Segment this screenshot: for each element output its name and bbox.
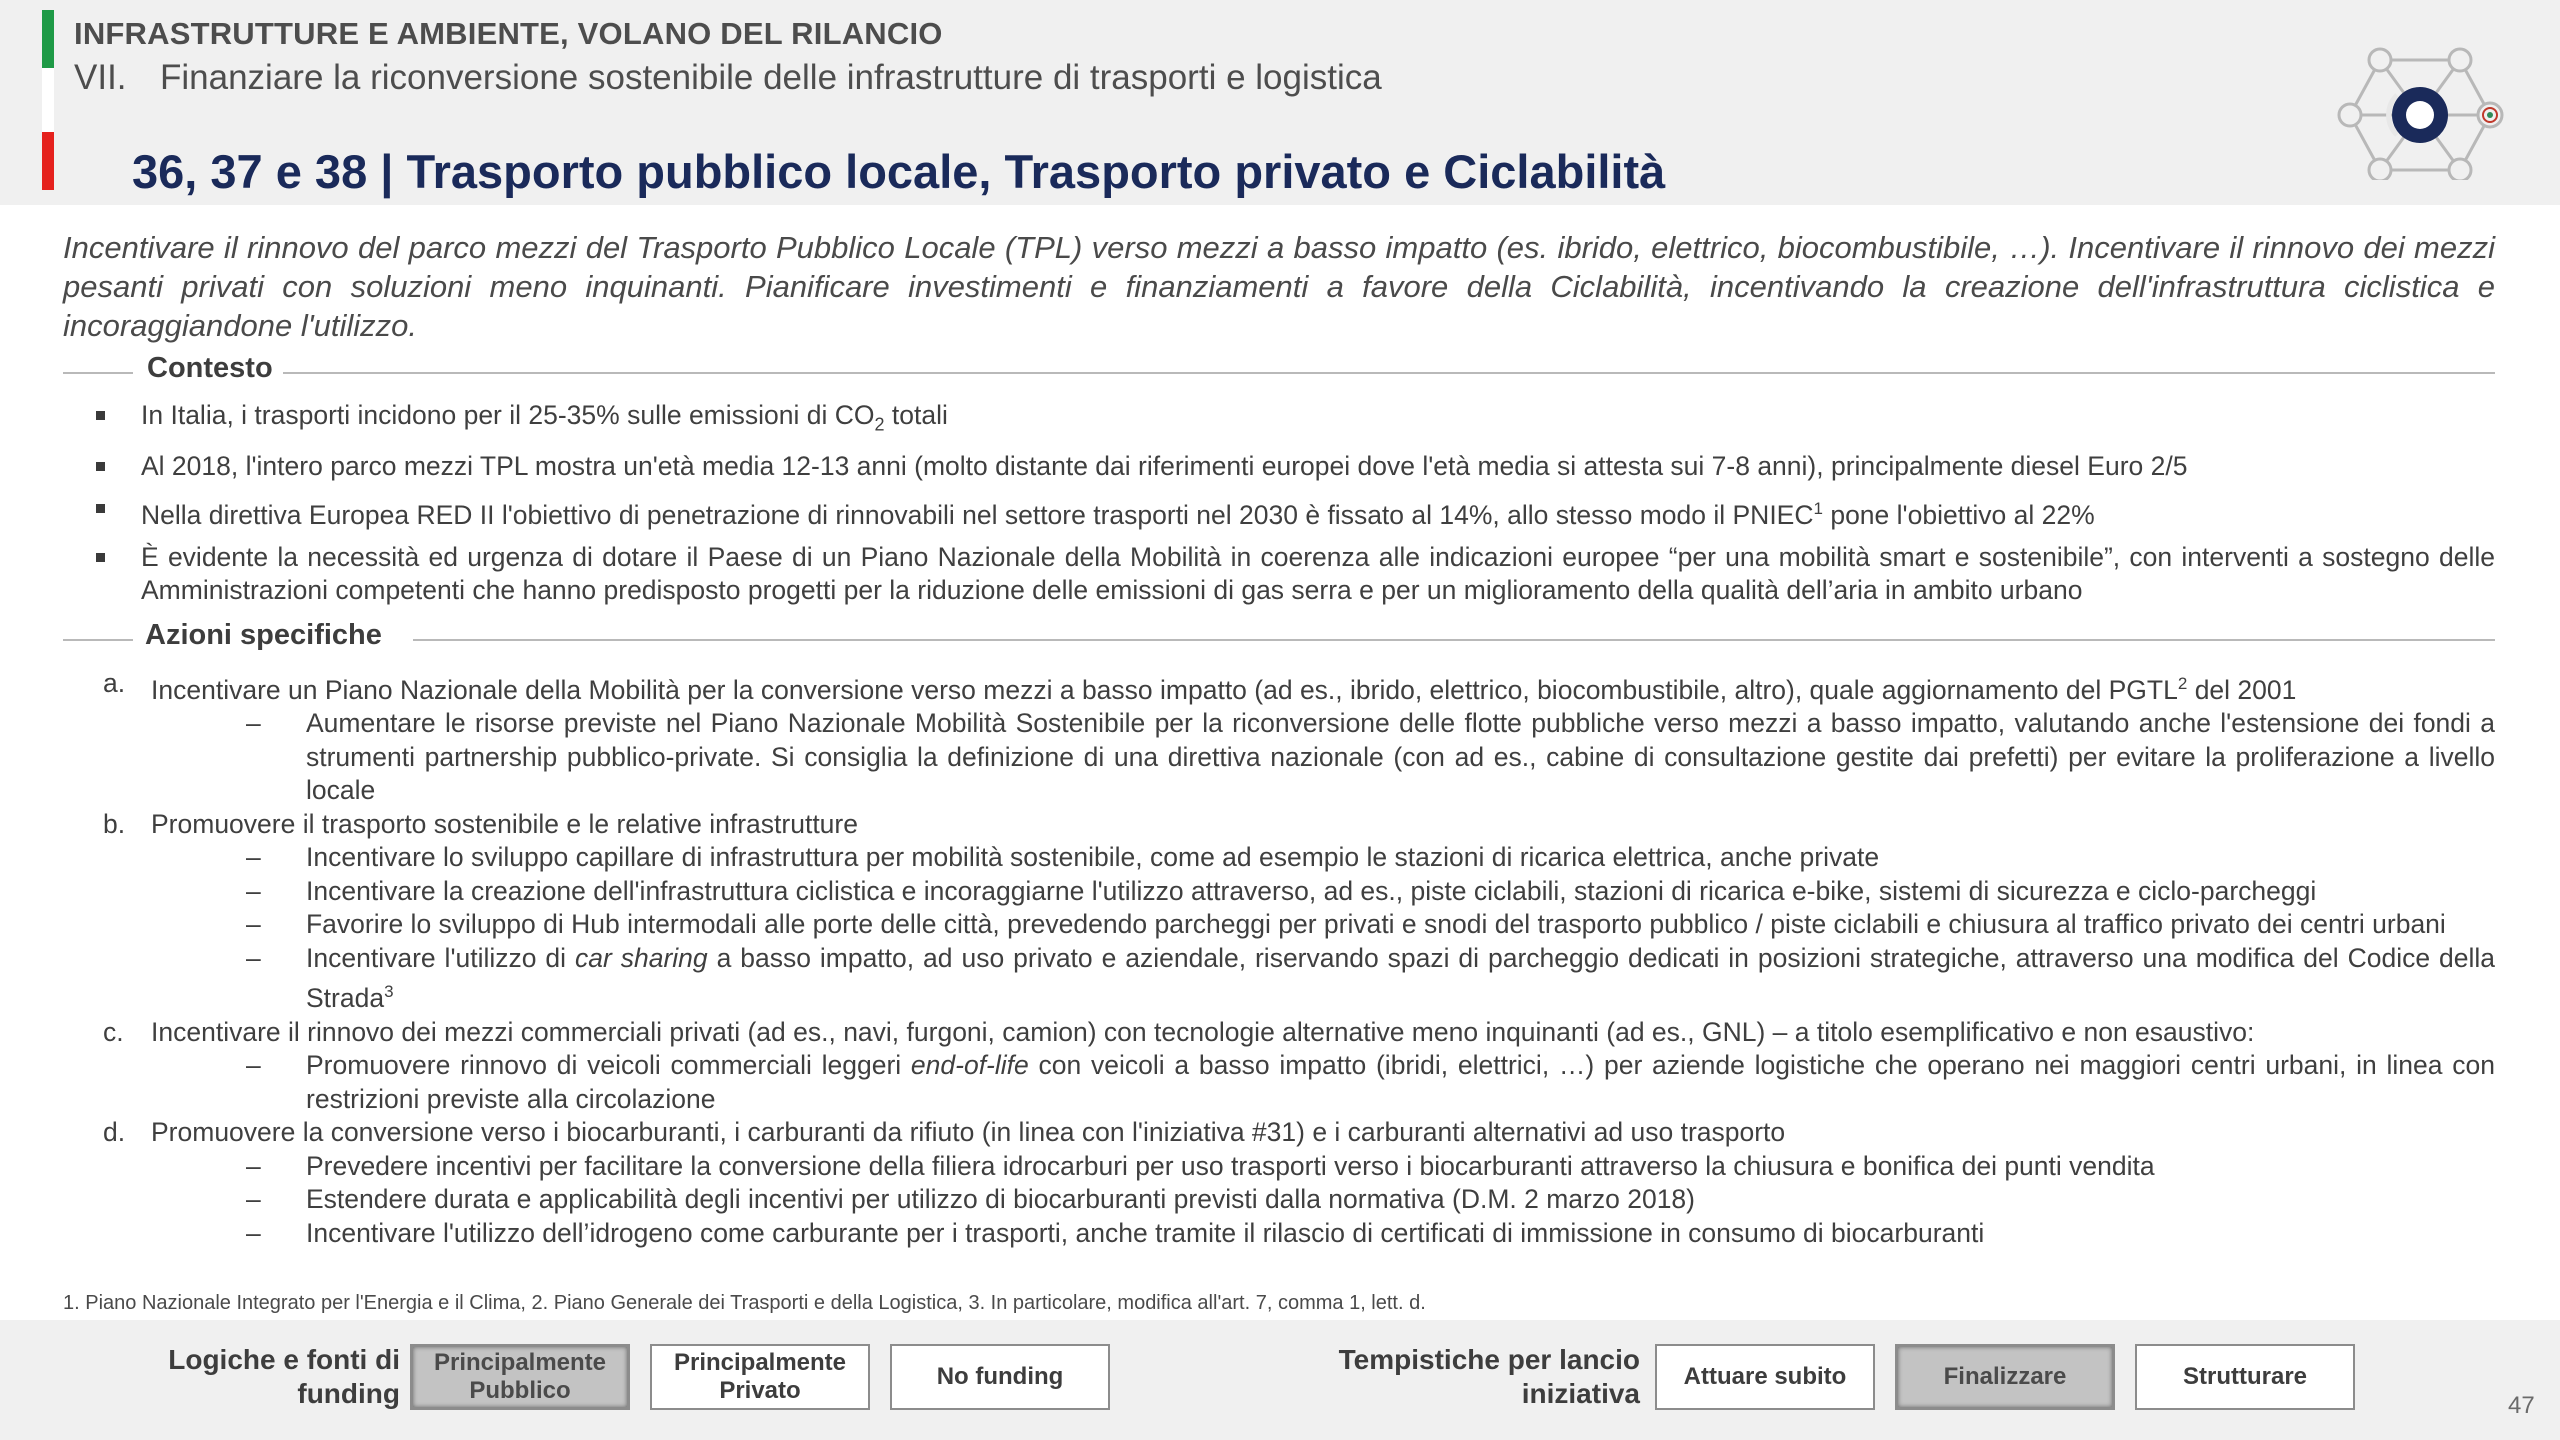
timing-structure-option[interactable]: Strutturare	[2135, 1344, 2355, 1410]
funding-public-option[interactable]: Principalmente Pubblico	[410, 1344, 630, 1410]
flag-green-stripe	[42, 10, 54, 68]
action-subitem: – Incentivare lo sviluppo capillare di infrastruttura per mobilità sostenibile, come ad esempio le stazioni di ricarica elettrica, anche private	[246, 842, 1880, 873]
section-kicker: INFRASTRUTTURE E AMBIENTE, VOLANO DEL RILANCIO	[74, 16, 943, 51]
divider-line	[63, 639, 133, 641]
actions-section-header	[63, 619, 2495, 659]
page-number: 47	[2508, 1392, 2535, 1419]
chapter-title: Finanziare la riconversione sostenibile delle infrastrutture di trasporti e logistica	[160, 58, 1382, 97]
actions-list	[63, 667, 2495, 1250]
action-subitem: – Incentivare la creazione dell'infrastruttura ciclistica e incoraggiarne l'utilizzo attraverso, ad es., piste ciclabili, stazioni di ricarica e-bike, sistemi di sicurezza e ciclo-parcheggi	[246, 875, 2317, 906]
bullet-square-icon	[96, 462, 105, 471]
action-item-b: b. Promuovere il trasporto sostenibile e le relative infrastrutture	[103, 808, 858, 839]
action-item-a: a. Incentivare un Piano Nazionale della Mobilità per la conversione verso mezzi a basso impatto (ad es., ibrido, elettrico, biocombustibile, altro), quale aggiornamento del PGTL$^2$ del 2001	[103, 668, 2297, 705]
action-subitem: – Incentivare l'utilizzo dell’idrogeno come carburante per i trasporti, anche tramite il rilascio di certificati di immissione in consumo di biocarburanti	[246, 1217, 1985, 1248]
timing-finalize-option[interactable]: Finalizzare	[1895, 1344, 2115, 1410]
funding-none-option[interactable]: No funding	[890, 1344, 1110, 1410]
divider-line	[413, 639, 2495, 641]
flag-white-stripe	[42, 68, 54, 132]
action-subitem: – Promuovere rinnovo di veicoli commerciali leggeri end-of-life con veicoli a basso impatto (ibridi, elettrici, …) per aziende logistiche che operano nei maggiori centri urbani, in linea con restrizioni previste alla circolazione	[246, 1050, 2495, 1114]
actions-heading: Azioni specifiche	[145, 619, 382, 651]
page-title: 36, 37 e 38 | Trasporto pubblico locale, Trasporto privato e Ciclabilità	[132, 145, 1666, 198]
chapter-heading	[74, 58, 1382, 98]
divider-line	[63, 372, 133, 374]
context-heading: Contesto	[147, 352, 273, 384]
context-bullet: È evidente la necessità ed urgenza di dotare il Paese di un Piano Nazionale della Mobilità in coerenza alle indicazioni europee “per una mobilità smart e sostenibile”, con interventi a sostegno delle Amministrazioni competenti che hanno predisposto progetti per la riduzione delle emissioni di gas serra e per un miglioramento della qualità dell’aria in ambito urbano	[63, 541, 2495, 607]
header-band	[0, 0, 2560, 205]
action-item-d: d. Promuovere la conversione verso i biocarburanti, i carburanti da rifiuto (in linea con l'iniziativa #31) e i carburanti alternativi ad uso trasporto	[103, 1117, 1786, 1148]
funding-private-option[interactable]: Principalmente Privato	[650, 1344, 870, 1410]
action-subitem: – Favorire lo sviluppo di Hub intermodali alle porte delle città, prevedendo parcheggi per privati e snodi del trasporto pubblico / piste ciclabili e chiusura al traffico privato dei centri urbani	[246, 909, 2446, 940]
bullet-square-icon	[96, 411, 105, 420]
timing-now-option[interactable]: Attuare subito	[1655, 1344, 1875, 1410]
context-bullet: Al 2018, l'intero parco mezzi TPL mostra un'età media 12-13 anni (molto distante dai riferimenti europei dove l'età media si attesta sui 7-8 anni), principalmente diesel Euro 2/5	[63, 450, 2495, 483]
timing-label: Tempistiche per lancio iniziativa	[1338, 1344, 1640, 1409]
bullet-square-icon	[96, 553, 105, 562]
action-subitem: – Aumentare le risorse previste nel Piano Nazionale Mobilità Sostenibile per la riconversione delle flotte pubbliche verso mezzi a basso impatto, valutando anche l'estensione dei fondi a strumenti partnership pubblico-private. Si consiglia la definizione di una direttiva nazionale (con ad es., cabine di consultazione gestite dai prefetti) per evitare la proliferazione a livello locale	[246, 708, 2495, 806]
bullet-square-icon	[96, 504, 105, 513]
action-subitem: – Prevedere incentivi per facilitare la conversione della filiera idrocarburi per uso trasporti verso i biocarburanti attraverso la chiusura e bonifica dei punti vendita	[246, 1150, 2155, 1181]
context-bullet-list	[63, 399, 2495, 616]
funding-label: Logiche e fonti di funding	[168, 1344, 400, 1409]
network-logo-icon	[2330, 40, 2510, 180]
context-bullet: In Italia, i trasporti incidono per il 25-35% sulle emissioni di $CO_2$ totali	[63, 399, 2495, 441]
flag-red-stripe	[42, 132, 54, 190]
divider-line	[283, 372, 2495, 374]
context-section-header	[63, 352, 2495, 392]
intro-paragraph: Incentivare il rinnovo del parco mezzi del Trasporto Pubblico Locale (TPL) verso mezzi a basso impatto (es. ibrido, elettrico, biocombustibile, …). Incentivare il rinnovo dei mezzi pesanti privati con soluzioni meno inquinanti. Pianificare investimenti e finanziamenti a favore della Ciclabilità, incentivando la creazione dell'infrastruttura ciclistica e incoraggiandone l'utilizzo.	[63, 230, 2495, 343]
footnote: 1. Piano Nazionale Integrato per l'Energia e il Clima, 2. Piano Generale dei Trasporti e della Logistica, 3. In particolare, modifica all'art. 7, comma 1, lett. d.	[63, 1292, 1426, 1314]
chapter-number: VII.	[74, 58, 127, 97]
action-item-c: c. Incentivare il rinnovo dei mezzi commerciali privati (ad es., navi, furgoni, camion) con tecnologie alternative meno inquinanti (ad es., GNL) – a titolo esemplificativo e non esaustivo:	[103, 1016, 2255, 1047]
context-bullet: Nella direttiva Europea RED II l'obiettivo di penetrazione di rinnovabili nel settore trasporti nel 2030 è fissato al 14%, allo stesso modo il PNIEC$^1$ pone l'obiettivo al 22%	[63, 492, 2495, 532]
action-subitem: – Estendere durata e applicabilità degli incentivi per utilizzo di biocarburanti previsti dalla normativa (D.M. 2 marzo 2018)	[246, 1184, 1695, 1215]
action-subitem: – Incentivare l'utilizzo di car sharing a basso impatto, ad uso privato e aziendale, riservando spazi di parcheggio dedicati in posizioni strategiche, attraverso una modifica del Codice della Strada$^3$	[246, 942, 2495, 1014]
